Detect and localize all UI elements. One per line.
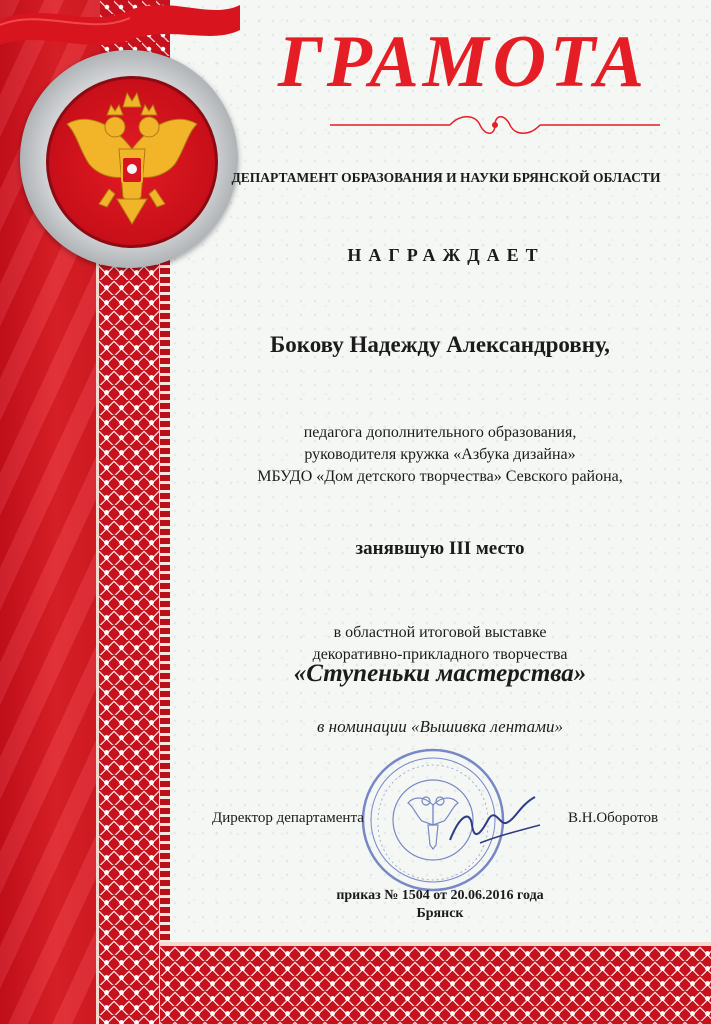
title-flourish <box>330 112 660 138</box>
certificate-title: ГРАМОТА <box>278 21 648 103</box>
recipient-name: Бокову Надежду Александровну, <box>270 332 610 357</box>
position-line: педагога дополнительного образования, <box>303 424 577 441</box>
signature-icon <box>440 785 550 855</box>
exhibition-line: декоративно-прикладного творчества <box>312 646 568 663</box>
left-lace-ornament <box>96 250 162 1024</box>
awards-heading: НАГРАЖДАЕТ <box>347 245 545 265</box>
department-name: ДЕПАРТАМЕНТ ОБРАЗОВАНИЯ И НАУКИ БРЯНСКОЙ ОБЛАСТИ <box>231 170 661 185</box>
signatory-role: Директор департамента <box>212 810 364 826</box>
bottom-lace-ornament <box>160 942 711 1024</box>
contest-name: «Ступеньки мастерства» <box>293 660 587 687</box>
left-lace-edge <box>160 250 170 1024</box>
nomination: в номинации «Вышивка лентами» <box>317 717 563 736</box>
recipient-position <box>180 422 700 488</box>
position-line: руководителя кружка «Азбука дизайна» <box>304 446 576 463</box>
signatory-name: В.Н.Оборотов <box>568 810 659 826</box>
exhibition-line: в областной итоговой выставке <box>333 624 547 641</box>
emblem-icon <box>46 76 218 248</box>
position-line: МБУДО «Дом детского творчества» Севского района, <box>257 468 623 485</box>
order-reference: приказ № 1504 от 20.06.2016 года <box>336 888 544 903</box>
awarded-place: занявшую III место <box>355 538 525 559</box>
issue-city: Брянск <box>416 906 464 921</box>
